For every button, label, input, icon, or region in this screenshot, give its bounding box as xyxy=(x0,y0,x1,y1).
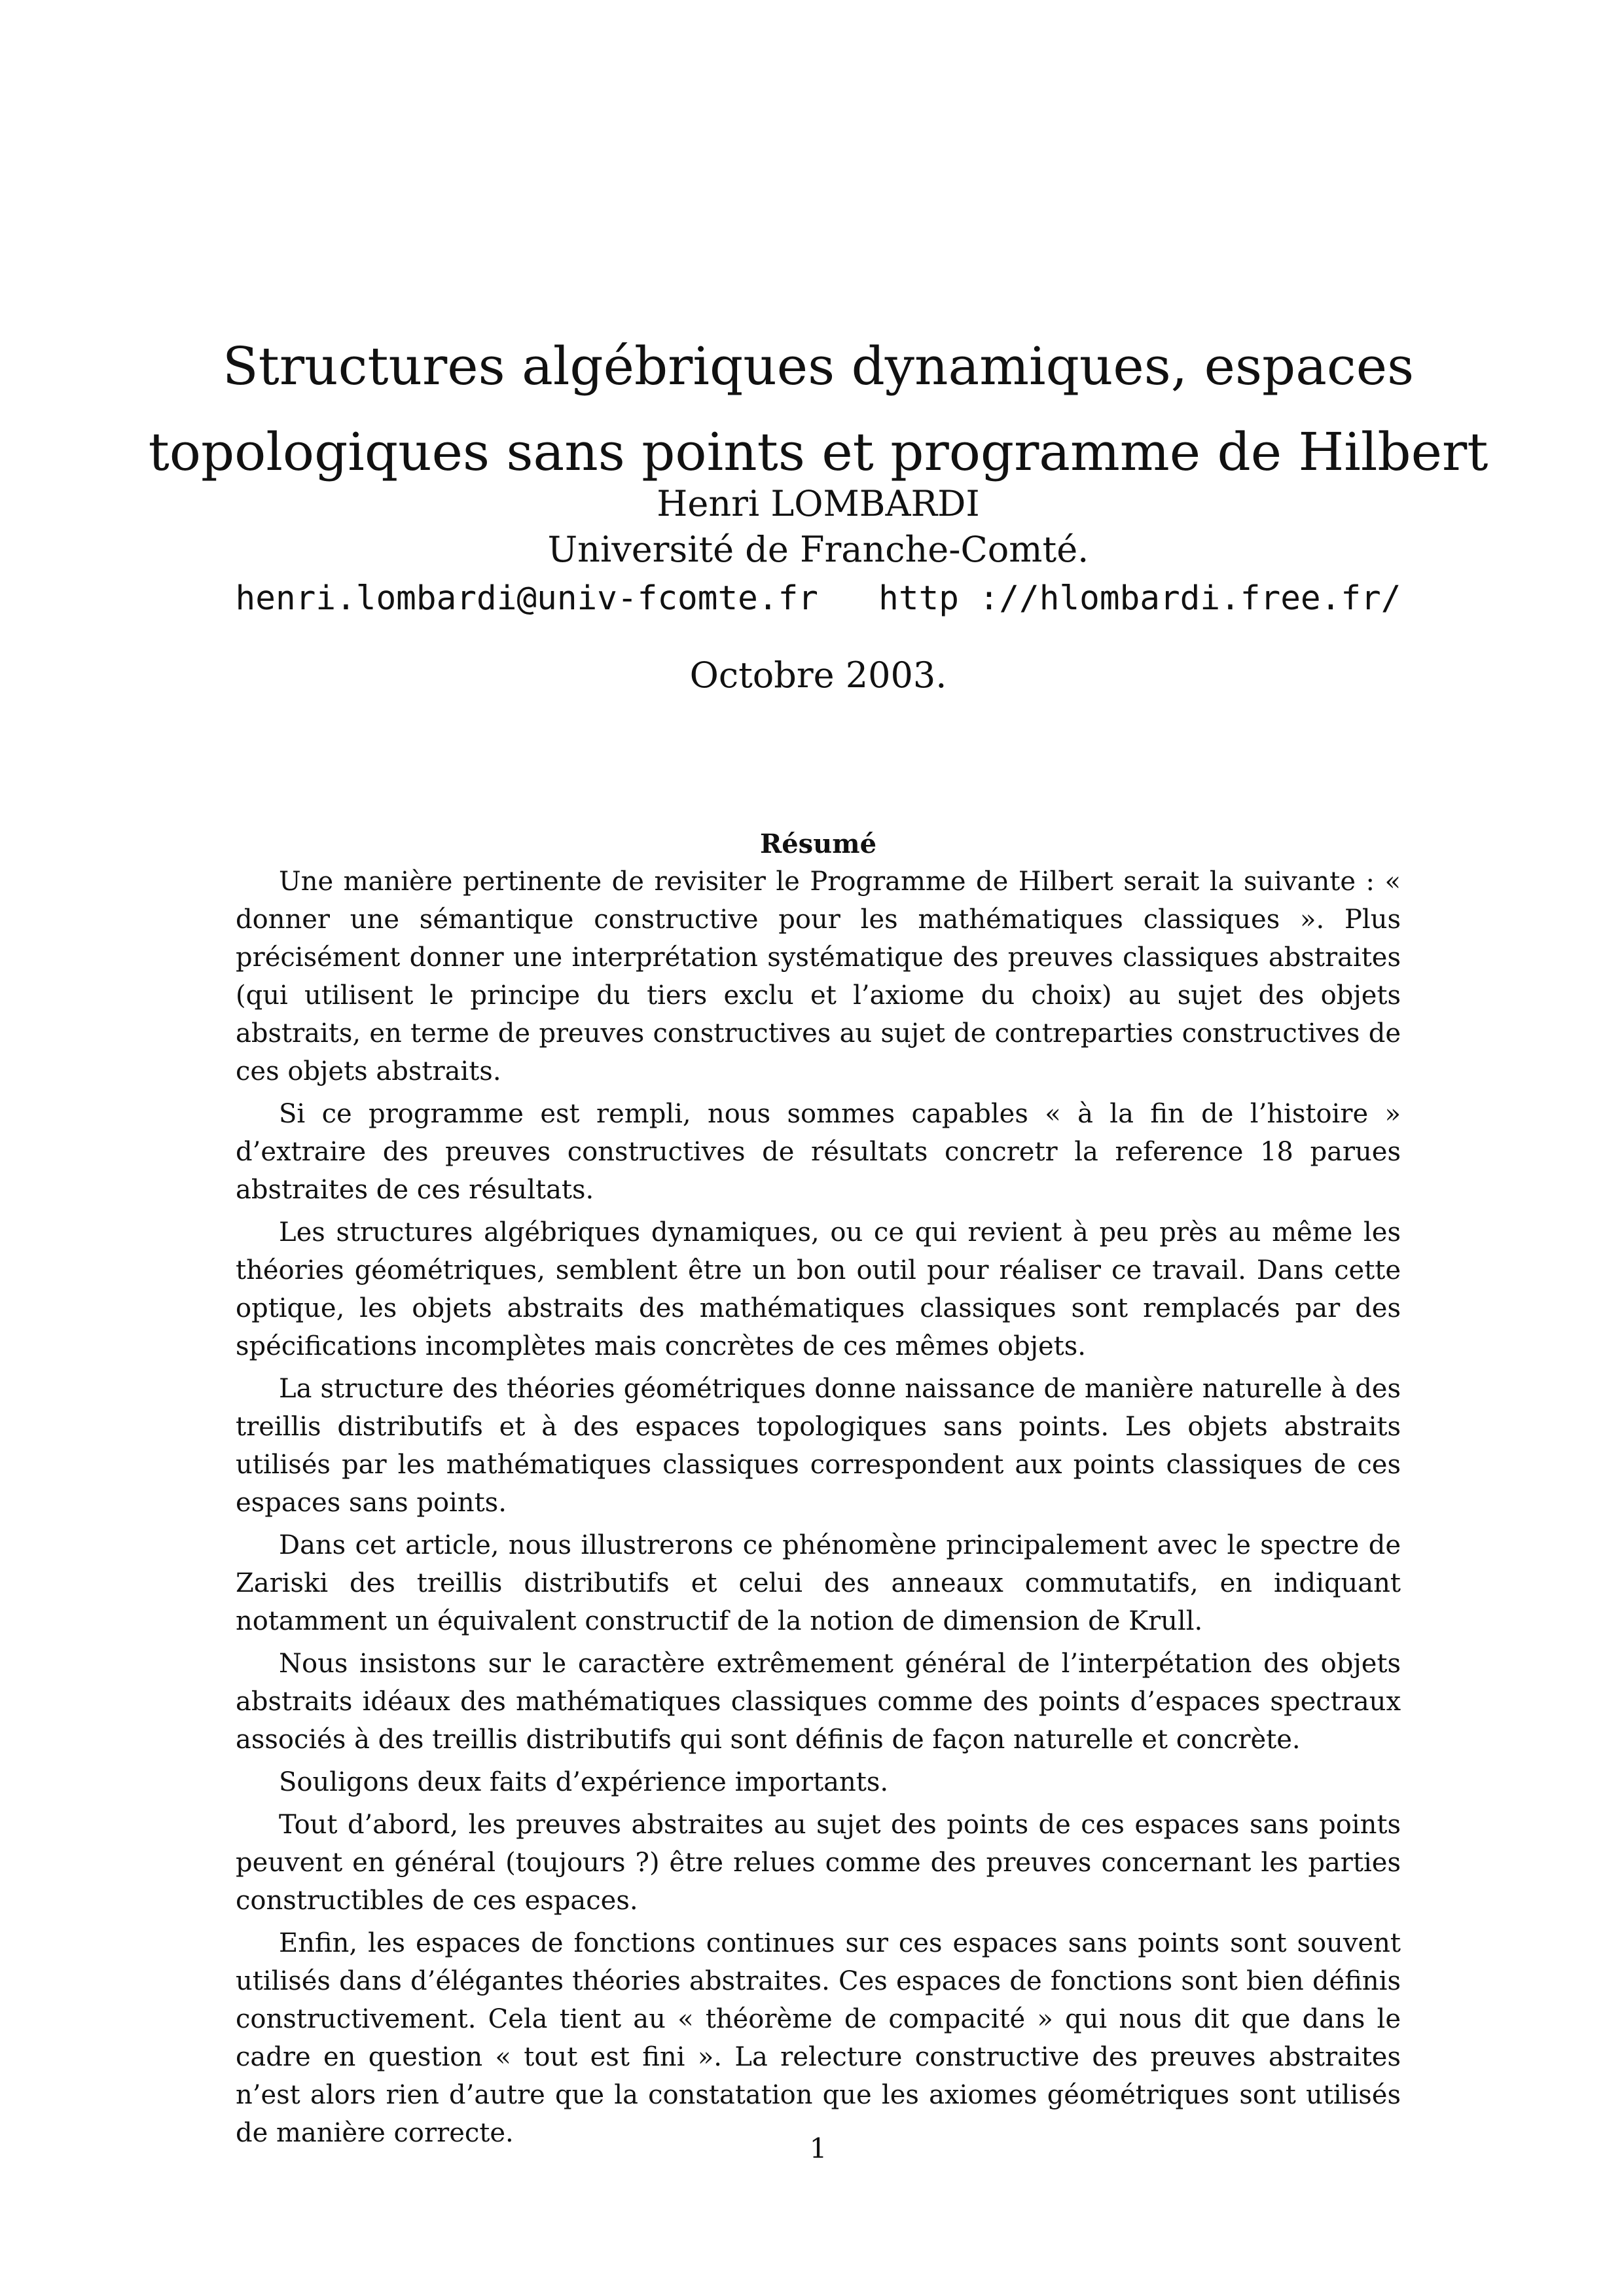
abstract-paragraph: Souligons deux faits d’expérience importants. xyxy=(279,1767,889,1797)
abstract-body xyxy=(236,863,1401,2157)
publication-date: Octobre 2003. xyxy=(689,655,947,696)
author-email: henri.lombardi@univ-fcomte.fr xyxy=(235,579,818,618)
abstract-paragraph: Les structures algébriques dynamiques, ou ce qui revient à peu près au même les théories géométriques, semblent être un bon outil pour réaliser ce travail. Dans cette optique, les objets abstraits des mathématiques classiques sont remplacés par des spécifications incomplètes mais concrètes de ces mêmes objets. xyxy=(236,1217,1401,1361)
abstract-paragraph: Une manière pertinente de revisiter le Programme de Hilbert serait la suivante : « donner une sémantique constructive pour les mathématiques classiques ». Plus précisément donner une interprétation systématique des preuves classiques abstraites (qui utilisent le principe du tiers exclu et l’axiome du choix) au sujet des objets abstraits, en terme de preuves constructives au sujet de contreparties constructives de ces objets abstraits. xyxy=(236,867,1401,1086)
author-name: Henri LOMBARDI xyxy=(657,483,980,524)
abstract-heading: Résumé xyxy=(759,829,877,859)
paper-title: Structures algébriques dynamiques, espaces topologiques sans points et programme de Hilbert xyxy=(148,335,1489,482)
abstract-paragraph: La structure des théories géométriques donne naissance de manière naturelle à des treillis distributifs et à des espaces topologiques sans points. Les objets abstraits utilisés par les mathématiques classiques correspondent aux points classiques de ces espaces sans points. xyxy=(236,1374,1401,1518)
abstract-paragraph: Tout d’abord, les preuves abstraites au sujet des points de ces espaces sans points peuvent en général (toujours ?) être relues comme des preuves concernant les parties constructibles de ces espaces. xyxy=(236,1810,1401,1916)
author-website: http ://hlombardi.free.fr/ xyxy=(878,579,1401,618)
author-contact xyxy=(131,576,1506,622)
page-number: 1 xyxy=(809,2132,827,2164)
abstract-paragraph: Enfin, les espaces de fonctions continues sur ces espaces sans points sont souvent utilisés dans d’élégantes théories abstraites. Ces espaces de fonctions sont bien définis constructivement. Cela tient au « théorème de compacité » qui nous dit que dans le cadre en question « tout est fini ». La relecture constructive des preuves abstraites n’est alors rien d’autre que la constatation que les axiomes géométriques sont utilisés de manière correcte. xyxy=(236,1928,1401,2148)
abstract-paragraph: Dans cet article, nous illustrerons ce phénomène principalement avec le spectre de Zariski des treillis distributifs et celui des anneaux commutatifs, en indiquant notamment un équivalent constructif de la notion de dimension de Krull. xyxy=(236,1530,1401,1636)
author-affiliation: Université de Franche-Comté. xyxy=(547,529,1089,570)
abstract-paragraph: Si ce programme est rempli, nous sommes capables « à la fin de l’histoire » d’extraire des preuves constructives de résultats concretr la reference 18 parues abstraites de ces résultats. xyxy=(236,1099,1401,1205)
abstract-paragraph: Nous insistons sur le caractère extrêmement général de l’interpétation des objets abstraits idéaux des mathématiques classiques comme des points d’espaces spectraux associés à des treillis distributifs qui sont définis de façon naturelle et concrète. xyxy=(236,1649,1401,1755)
